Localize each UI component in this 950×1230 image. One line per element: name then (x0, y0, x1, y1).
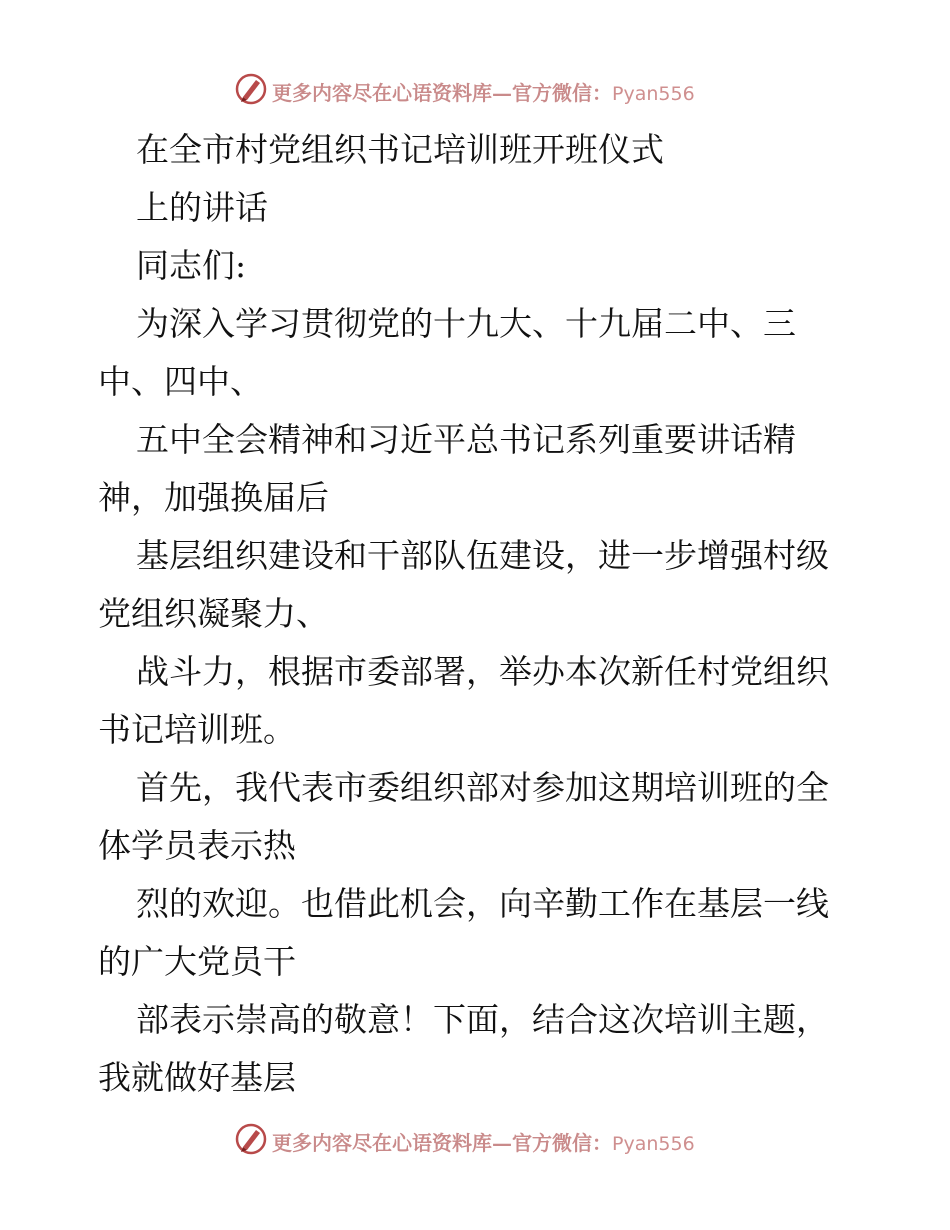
pen-logo-icon (234, 1122, 268, 1156)
header-watermark-banner (0, 70, 950, 110)
paragraph-line: 党组织凝聚力、 (98, 594, 329, 633)
footer-watermark-banner (0, 1120, 950, 1160)
paragraph-line: 神，加强换届后 (98, 478, 329, 517)
pen-logo-icon (234, 72, 268, 106)
header-wechat-id: Pyan556 (612, 83, 695, 105)
paragraph-line: 基层组织建设和干部队伍建设，进一步增强村级 (136, 536, 829, 575)
paragraph-line: 五中全会精神和习近平总书记系列重要讲话精 (136, 420, 796, 459)
footer-dash: — (492, 1131, 512, 1155)
paragraph-line: 我就做好基层 (98, 1058, 296, 1097)
title-line-2: 上的讲话 (136, 188, 268, 227)
paragraph-line: 中、四中、 (98, 362, 263, 401)
paragraph-line: 体学员表示热 (98, 826, 296, 865)
footer-wechat-id: Pyan556 (612, 1133, 695, 1155)
speech-body (98, 121, 858, 1107)
paragraph-line: 书记培训班。 (98, 710, 296, 749)
title-line-1: 在全市村党组织书记培训班开班仪式 (136, 130, 664, 169)
paragraph-line: 烈的欢迎。也借此机会，向辛勤工作在基层一线 (136, 884, 829, 923)
header-wechat-label: 官方微信： (512, 81, 612, 105)
header-dash: — (492, 81, 512, 105)
footer-site-text: 更多内容尽在心语资料库 (272, 1131, 492, 1155)
paragraph-line: 战斗力，根据市委部署，举办本次新任村党组织 (136, 652, 829, 691)
footer-wechat-label: 官方微信： (512, 1131, 612, 1155)
footer-banner-text (272, 1127, 695, 1156)
header-site-text: 更多内容尽在心语资料库 (272, 81, 492, 105)
header-banner-text (272, 77, 695, 106)
paragraph-line: 为深入学习贯彻党的十九大、十九届二中、三 (136, 304, 796, 343)
paragraph-line: 的广大党员干 (98, 942, 296, 981)
paragraph-line: 首先，我代表市委组织部对参加这期培训班的全 (136, 768, 829, 807)
salutation-line: 同志们: (136, 246, 247, 285)
paragraph-line: 部表示崇高的敬意！下面，结合这次培训主题， (136, 1000, 829, 1039)
